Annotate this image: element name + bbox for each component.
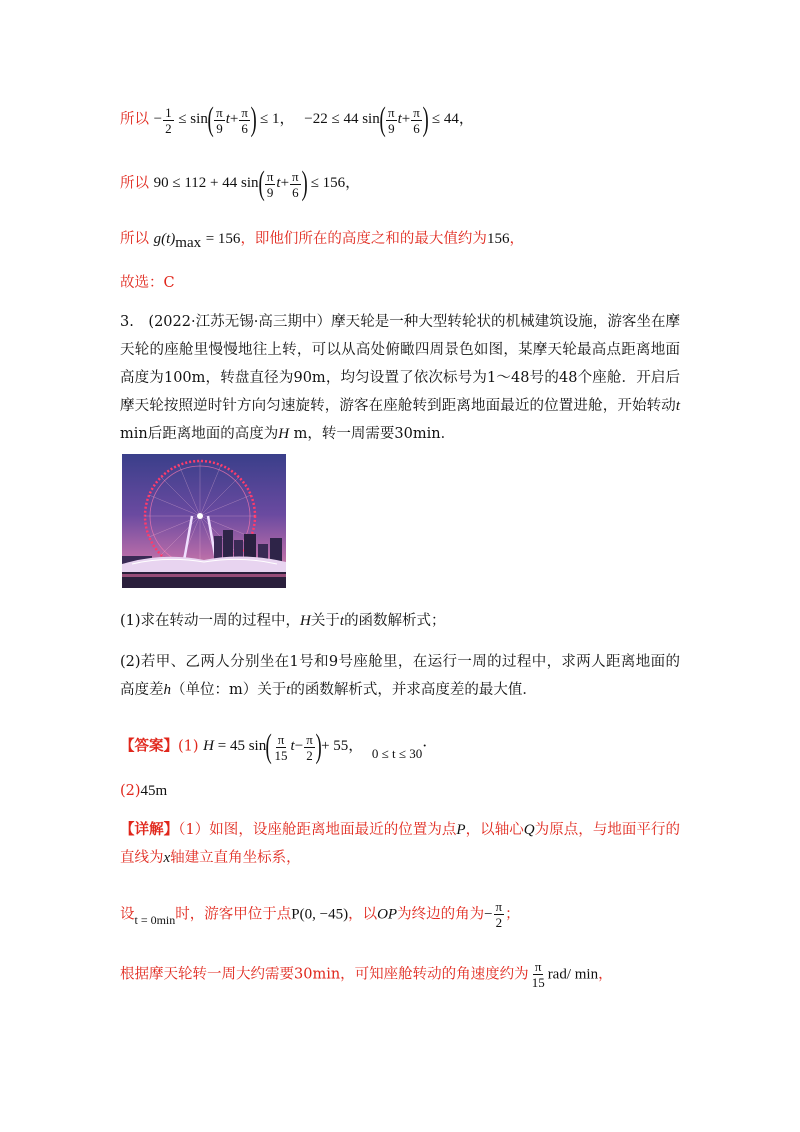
line-prefix: 所以 — [120, 175, 149, 192]
punct: ． — [422, 734, 438, 751]
math-expression: − $\frac{1}{2}$ ≤ sin( $\frac{\pi}{9}$ t+ $\frac{\pi}{6}$ ) ≤ 1， — [153, 101, 295, 138]
question-paragraph — [120, 308, 680, 448]
domain: 0 ≤ t ≤ 30 — [371, 746, 423, 762]
part-number: (1) — [178, 738, 199, 755]
step-line-1 — [120, 103, 474, 137]
text: (1)求在转动一周的过程中， — [120, 613, 301, 629]
var-t: t — [339, 613, 345, 629]
fraction: $\frac{\pi}{2}$ — [495, 899, 503, 930]
var-H: H — [278, 426, 290, 442]
text: 的函数解析式； — [344, 613, 446, 629]
line-prefix: 所以 — [120, 231, 149, 247]
detail-label: 【详解】 — [120, 821, 179, 838]
question-text: 3. (2022·江苏无锡·高三期中）摩天轮是一种大型转轮状的机械建筑设施，游客坐在摩天轮的座舱里慢慢地往上转，可以从高处俯瞰四周景色如图，某摩天轮最高点距离地面高度为100m，转盘直径为90m，均匀设置了依次标号为1～48号的48个座舱．开启后摩天轮按照逆时针方向匀速旋转，游客在座舱转到距离地面最近的位置进舱，开始转动 — [120, 314, 680, 414]
sub-question-1 — [120, 611, 446, 631]
question-text: min后距离地面的高度为 — [120, 426, 279, 442]
text: 关于 — [310, 613, 340, 629]
text: 时，游客甲位于点 — [175, 906, 292, 923]
function-name: g(t) — [153, 231, 176, 247]
punct: ， — [598, 966, 613, 983]
text: （1）如图，设座舱距离地面最近的位置为点 — [178, 822, 457, 838]
answer-line-1 — [120, 730, 437, 764]
text: 轴建立直角坐标系， — [170, 850, 301, 866]
question-text: m，转一周需要30min． — [289, 426, 456, 442]
var-Q: Q — [523, 822, 535, 838]
minus-sign: − — [484, 906, 493, 923]
choice-line: 故选：C — [120, 275, 175, 291]
var-OP: OP — [377, 906, 398, 923]
answer-value: 45m — [140, 783, 168, 799]
text: ，以轴心 — [465, 822, 524, 838]
ferris-wheel-photo — [122, 454, 286, 588]
answer-formula: H = 45 sin( $\frac{\pi}{15}$ t− $\frac{\pi}{2}$ )+ 55， — [203, 728, 364, 765]
fraction: $\frac{\pi}{15}$ — [531, 959, 545, 990]
var-P: P — [456, 822, 466, 838]
text: （单位：m）关于 — [171, 682, 287, 698]
detail-paragraph — [120, 816, 680, 872]
line-prefix: 所以 — [120, 111, 149, 128]
part-number: (2) — [120, 783, 141, 799]
sub-question-2 — [120, 648, 680, 704]
detail-line-3 — [120, 960, 613, 989]
text: 为原点，与地面平行的直线为 — [120, 822, 681, 866]
text: 设 — [120, 906, 135, 923]
subscript: max — [175, 234, 202, 251]
answer-line-2 — [120, 781, 167, 801]
equation: = 156 — [205, 231, 241, 247]
detail-line-2 — [120, 900, 520, 929]
text: 的函数解析式，并求高度差的最大值． — [290, 682, 537, 698]
var-h: h — [163, 682, 171, 698]
math-expression: 90 ≤ 112 + 44 sin( $\frac{\pi}{9}$ t+ $\frac{\pi}{6}$ ) ≤ 156， — [153, 165, 361, 202]
condition: t = 0min — [134, 912, 176, 927]
max-value: 156 — [486, 231, 510, 247]
var-t: t — [675, 398, 680, 414]
text: ，以 — [348, 906, 378, 923]
sentence: ，即他们所在的高度之和的最大值约为 — [240, 231, 487, 247]
step-line-2 — [120, 167, 360, 201]
unit: rad/ min — [547, 966, 599, 983]
math-expression: −22 ≤ 44 sin( $\frac{\pi}{9}$ t+ $\frac{\pi}{6}$ ) ≤ 44， — [304, 101, 474, 138]
var-H: H — [300, 613, 311, 629]
answer-label: 【答案】 — [120, 737, 178, 755]
step-line-3 — [120, 229, 524, 253]
text: 为终边的角为 — [397, 906, 485, 923]
text: 根据摩天轮转一周大约需要30min，可知座舱转动的角速度约为 — [120, 966, 529, 983]
var-t: t — [286, 682, 291, 698]
text: (2)若甲、乙两人分别坐在1号和9号座舱里，在运行一周的过程中，求两人距离地面的高度差 — [120, 654, 680, 698]
point-P: P(0, −45) — [291, 906, 349, 923]
var-x: x — [163, 850, 171, 866]
punct: ， — [509, 231, 524, 247]
fraction: $\frac{1}{2}$ — [165, 104, 172, 136]
punct: ； — [505, 906, 520, 923]
